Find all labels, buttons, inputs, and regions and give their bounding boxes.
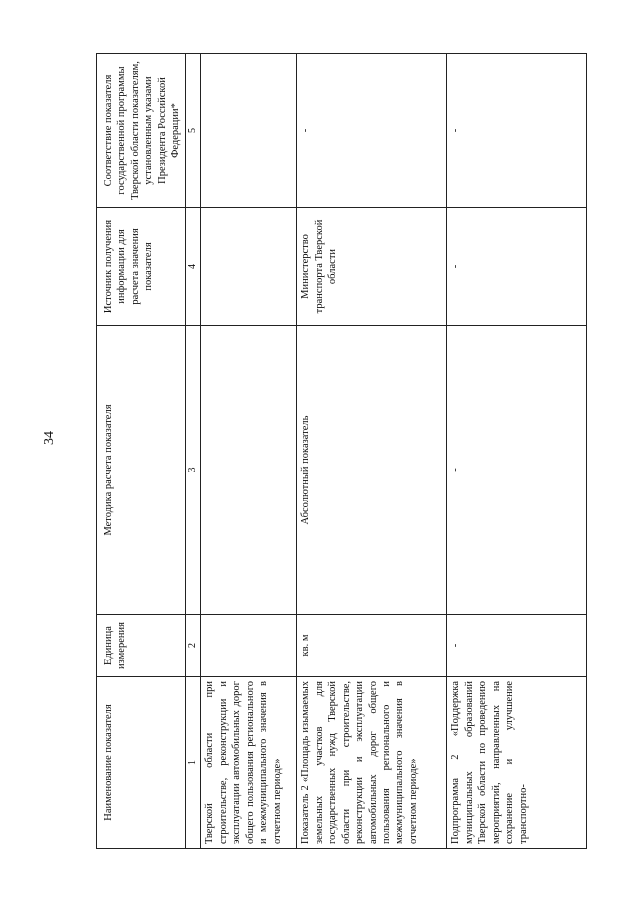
column-number: 3 [185, 326, 201, 615]
column-number: 1 [185, 677, 201, 849]
indicator-compliance: - [297, 54, 447, 208]
indicator-name: Подпрограмма 2 «Поддержка муниципальных образований Тверской области по проведению мероприятий, направленных на сохранение и улучшение транспортно- [447, 677, 587, 849]
header-unit: Единица измерения [97, 615, 186, 677]
indicator-compliance: - [447, 54, 587, 208]
column-number-row [185, 54, 201, 849]
page-number: 34 [42, 431, 57, 445]
table-row [297, 54, 447, 849]
indicator-method [201, 326, 297, 615]
header-method: Методика расчета показателя [97, 326, 186, 615]
indicator-source: Министерство транспорта Тверской области [297, 208, 447, 326]
indicator-unit [201, 615, 297, 677]
column-number: 5 [185, 54, 201, 208]
indicator-compliance [201, 54, 297, 208]
indicator-table-container [96, 54, 563, 849]
indicator-name: Показатель 2 «Площадь изымаемых земельных участков для государственных нужд Тверской области при строительстве, реконструкции и эксплуатации автомобильных дорог общего пользования регионального и межмуниципального значения в отчетном периоде» [297, 677, 447, 849]
header-source: Источник получения информации для расчета значения показателя [97, 208, 186, 326]
header-compliance: Соответствие показателя государственной программы Тверской области показателям, установленным указами Президента Российской Федерации* [97, 54, 186, 208]
indicator-unit: - [447, 615, 587, 677]
header-name: Наименование показателя [97, 677, 186, 849]
indicator-unit: кв. м [297, 615, 447, 677]
header-row [97, 54, 186, 849]
indicator-method: - [447, 326, 587, 615]
indicator-method: Абсолютный показатель [297, 326, 447, 615]
indicator-name: Тверской области при строительстве, реконструкции и эксплуатации автомобильных дорог общего пользования регионального и межмуниципального значения в отчетном периоде» [201, 677, 297, 849]
indicator-source [201, 208, 297, 326]
column-number: 2 [185, 615, 201, 677]
table-row [447, 54, 587, 849]
indicator-table [96, 53, 587, 849]
column-number: 4 [185, 208, 201, 326]
table-row [201, 54, 297, 849]
indicator-source: - [447, 208, 587, 326]
